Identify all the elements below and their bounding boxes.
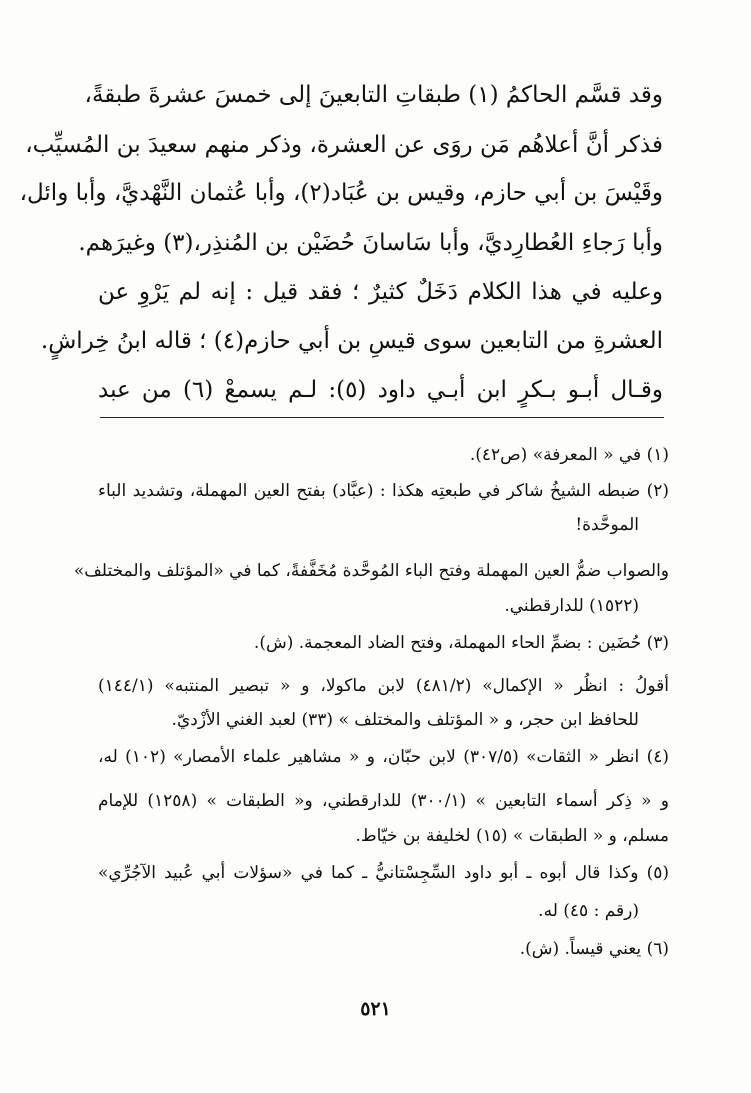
- footnote-line: الموحَّدة!: [575, 515, 639, 535]
- body-line: وقـال أبـو بـكرٍ ابن أبـي داود (٥): لـم يسمعْ (٦) من عبد: [98, 377, 664, 403]
- footnote-line: (٤) انظر « الثقات» (٣٠٧/٥) لابن حبّان، و « مشاهير علماء الأمصار» (١٠٢) له،: [98, 747, 669, 767]
- footnote-line: للحافظ ابن حجر، و « المؤتلف والمختلف » (٣٣) لعبد الغني الأزْديّ.: [171, 710, 639, 730]
- body-line: وقد قسَّم الحاكمُ (١) طبقاتِ التابعينَ إلى خمسَ عشرةَ طبقةً،: [84, 82, 663, 108]
- footnote-line: (٣) حُضَين : بضمِّ الحاء المهملة، وفتح الضاد المعجمة. (ش).: [253, 633, 669, 653]
- footnote-line: (١٥٢٢) للدارقطني.: [504, 596, 639, 616]
- footnote-line: و « ذِكر أسماء التابعين » (٣٠٠/١) للدارقطني، و« الطبقات » (١٢٥٨) للإمام: [98, 791, 670, 811]
- footnote-line: (٦) يعني قيساً. (ش).: [519, 939, 669, 959]
- footnote-line: مسلم، و « الطبقات » (١٥) لخليفة بن خيّاط.: [355, 826, 669, 846]
- footnote-line: (٥) وكذا قال أبوه ـ أبو داود السِّجِسْتانيُّ ـ كما في «سؤلات أبي عُبيد الآجُرِّي»: [98, 863, 669, 883]
- footnote-line: أقولُ : انظُر « الإكمال» (٤٨١/٢) لابن ماكولا، و « تبصير المنتبه» (١٤٤/١): [98, 676, 669, 696]
- body-line: وأبا رَجاءِ العُطارِديَّ، وأبا سَاسانَ حُضَيْن بن المُنذِر،(٣) وغيرَهم.: [78, 230, 663, 256]
- body-line: وقَيْسَ بن أبي حازم، وقيس بن عُبَاد(٢)، وأبا عُثمان النَّهْديَّ، وأبا وائل،: [19, 180, 663, 206]
- body-line: وعليه في هذا الكلام دَخَلٌ كثيرٌ ؛ فقد قيل : إنه لم يَرْوِ عن: [98, 279, 663, 305]
- body-line: العشرةِ من التابعين سوى قيسِ بن أبي حازم(٤) ؛ قاله ابنُ خِراشٍ.: [40, 328, 663, 354]
- footnote-line: (٢) ضبطه الشيخُ شاكر في طبعتِه هكذا : (عبَّاد) بفتح العين المهملة، وتشديد الباء: [98, 481, 669, 501]
- footnote-line: (١) في « المعرفة» (ص٤٢).: [469, 445, 669, 465]
- footnote-line: (رقم : ٤٥) له.: [538, 901, 639, 921]
- page-number: ٥٢١: [360, 998, 391, 1020]
- body-line: فذكر أنَّ أعلاهُم مَن روَى عن العشرة، وذكر منهم سعيدَ بن المُسيِّب،: [25, 132, 663, 158]
- footnote-divider: [100, 417, 664, 418]
- footnote-line: والصواب ضمُّ العين المهملة وفتح الباء المُوحَّدة مُخَفَّفةً، كما في «المؤتلف والمختلف»: [73, 561, 669, 581]
